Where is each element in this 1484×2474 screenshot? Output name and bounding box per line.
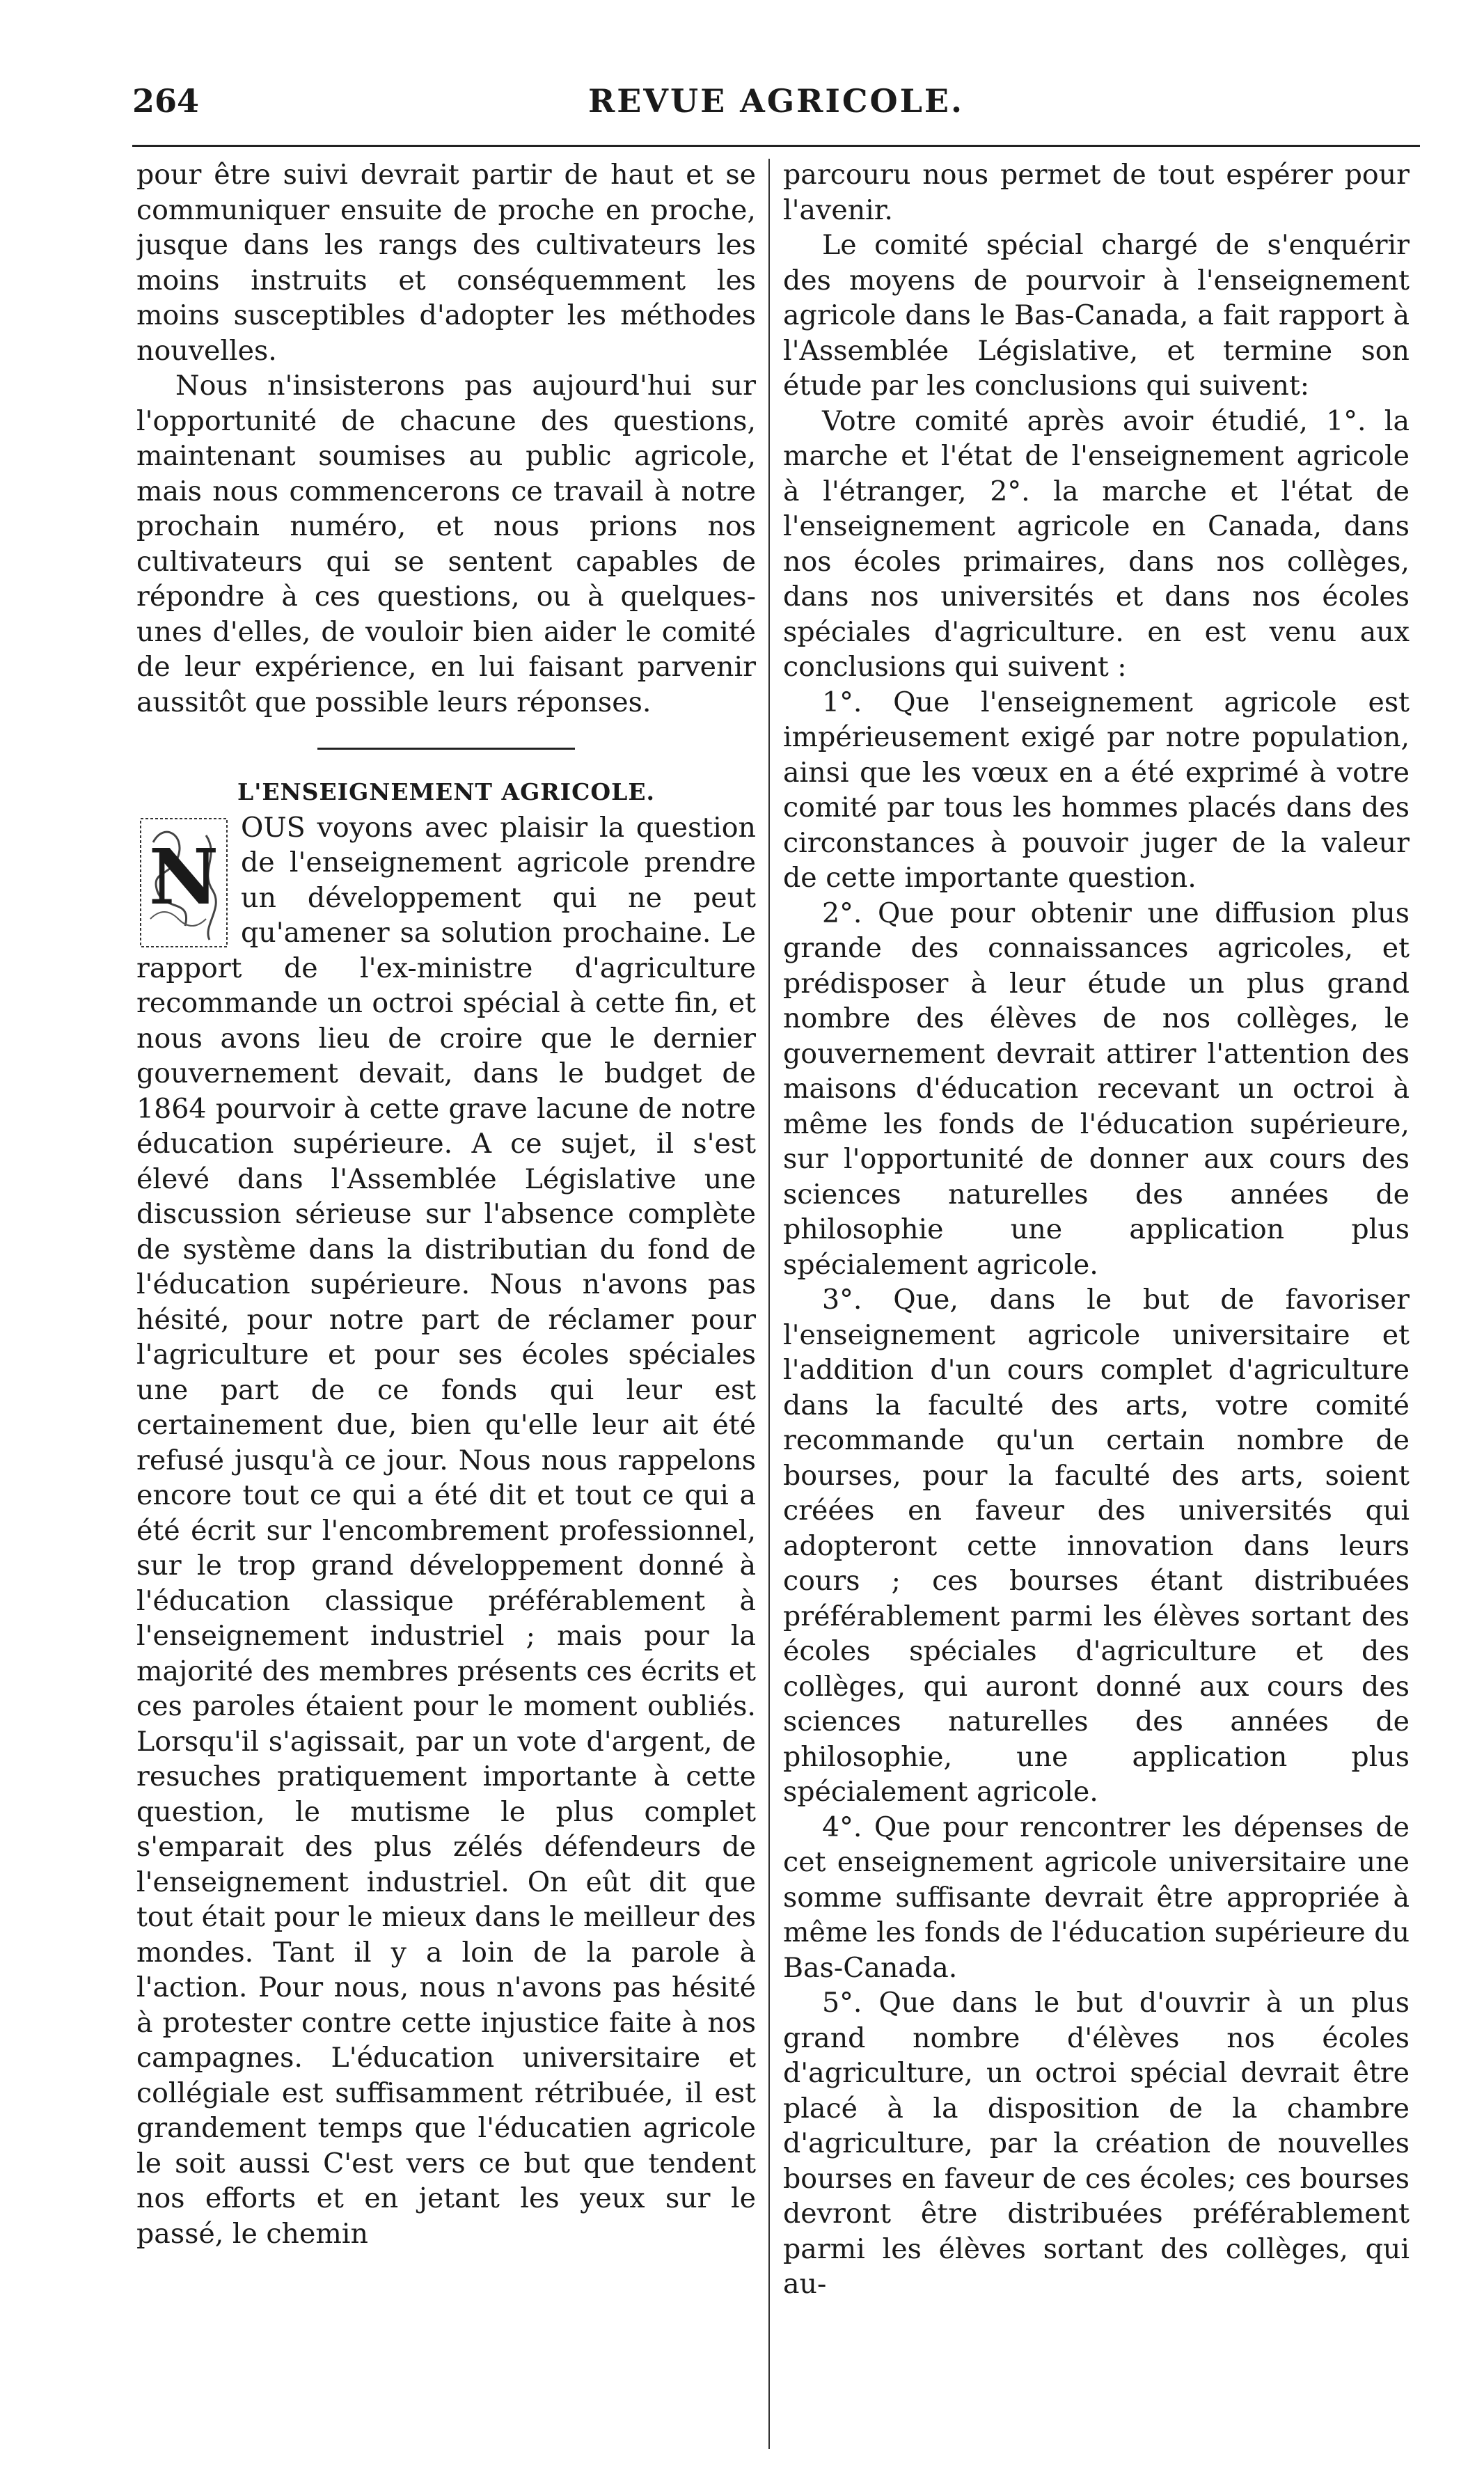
conclusion-3: 3°. Que, dans le but de favoriser l'enseignement agricole universitaire et l'addition d'un cours complet d'agriculture dans la faculté des arts, votre comité recommande qu'un certain nombre de bourses, pour la faculté des arts, soient créées en faveur des universités qui adopteront cette innovation dans leurs cours ; ces bourses étant distribuées préférablement parmi les élèves sortant des écoles spéciales d'agriculture et des collèges, qui auront donné aux cours des sciences naturelles des années de philosophie, une application plus spécialement agricole. [783,1284,1410,1808]
conclusion-2: 2°. Que pour obtenir une diffusion plus grande des connaissances agricoles, et prédisposer à leur étude un plus grand nombre des élèves de nos collèges, le gouvernement devrait attirer l'attention des maisons d'éducation recevant un octroi à même les fonds de l'éducation supérieure, sur l'opportunité de donner aux cours des sciences naturelles des années de philosophie une application plus spécialement agricole. [783,897,1410,1281]
conclusion-5: 5°. Que dans le but d'ouvrir à un plus grand nombre d'élèves nos écoles d'agriculture, un octroi spécial devrait être placé à la disposition de la chambre d'agriculture, par la création de nouvelles bourses en faveur de ces écoles; ces bourses devront être distribuées préférablement parmi les élèves sortant des collèges, qui au- [783,1987,1410,2300]
left-paragraph-2: Nous n'insisterons pas aujourd'hui sur l'opportunité de chacune des questions, maintenant soumises au public agricole, mais nous commencerons ce travail à notre prochain numéro, et nous prions nos cultivateurs qui se sentent capables de répondre à ces questions, ou à quelques-unes d'elles, de vouloir bien aider le comité de leur expérience, en lui faisant parvenir aussitôt que possible leurs réponses. [136,370,756,718]
right-paragraph-2: Le comité spécial chargé de s'enquérir des moyens de pourvoir à l'enseignement agricole dans le Bas-Canada, a fait rapport à l'Assemblée Législative, et termine son étude par les conclusions qui suivent: [783,229,1410,402]
right-paragraph-3: Votre comité après avoir étudié, 1°. la marche et l'état de l'enseignement agricole à l'étranger, 2°. la marche et l'état de l'enseignement agricole en Canada, dans nos écoles primaires, dans nos collèges, dans nos universités et dans nos écoles spéciales d'agriculture. en est venu aux conclusions qui suivent : [783,404,1410,683]
header-rule [132,145,1420,147]
left-paragraph-1: pour être suivi devrait partir de haut et se communiquer ensuite de proche en proche, jusque dans les rangs des cultivateurs les moins instruits et conséquemment les moins susceptibles d'adopter les méthodes nouvelles. [136,159,756,367]
section-separator-rule [317,748,575,750]
section-title: L'ENSEIGNEMENT AGRICOLE. [237,778,655,805]
right-paragraph-1: parcouru nous permet de tout espérer pour l'avenir. [783,159,1410,226]
page-number: 264 [132,82,200,120]
left-paragraph-3: OUS voyons avec plaisir la question de l'enseignement agricole prendre un développement qui ne peut qu'amener sa solution prochaine. Le rapport de l'ex-ministre d'agriculture recommande un octroi spécial à cette fin, et nous avons lieu de croire que le dernier gouvernement devait, dans le budget de 1864 pourvoir à cette grave lacune de notre éducation supérieure. A ce sujet, il s'est élevé dans l'Assemblée Législative une discussion sérieuse sur l'absence complète de système dans la distributian du fond de l'éducation supérieure. Nous n'avons pas hésité, pour notre part de réclamer pour l'agriculture et pour ses écoles spéciales une part de ce fonds qui leur est certainement due, bien qu'elle leur ait été refusé jusqu'à ce jour. Nous nous rappelons encore tout ce qui a été dit et tout ce qui a été écrit sur l'encombrement professionnel, sur le trop grand développement donné à l'éducation classique préférablement à l'enseignement industriel ; mais pour la majorité des membres présents ces écrits et ces paroles étaient pour le moment oubliés. Lorsqu'il s'agissait, par un vote d'argent, de resuches pratiquement importante à cette question, le mutisme le plus complet s'emparait des plus zélés défendeurs de l'enseignement industriel. On eût dit que tout était pour le mieux dans le meilleur des mondes. Tant il y a loin de la parole à l'action. Pour nous, nous n'avons pas hésité à protester contre cette injustice faite à nos campagnes. L'éducation universitaire et collégiale est suffisamment rétribuée, il est grandement temps que l'éducatien agricole le soit aussi C'est vers ce but que tendent nos efforts et en jetant les yeux sur le passé, le chemin [136,811,756,2250]
running-title: REVUE AGRICOLE. [588,82,964,120]
right-column [783,157,1410,2448]
column-divider [768,159,770,2449]
ornamental-letter-icon [136,814,231,951]
conclusion-1: 1°. Que l'enseignement agricole est impérieusement exigé par notre population, ainsi que les vœux en a été exprimé à votre comité par tous les hommes placés dans des circonstances à pouvoir juger de la valeur de cette importante question. [783,686,1410,894]
left-column [136,157,756,2448]
drop-cap-letter: N [148,831,219,922]
page-header [132,82,1420,138]
decorative-drop-cap [136,814,231,951]
conclusion-4: 4°. Que pour rencontrer les dépenses de cet enseignement agricole universitaire une somme suffisante devrait être appropriée à même les fonds de l'éducation supérieure du Bas-Canada. [783,1811,1410,1984]
